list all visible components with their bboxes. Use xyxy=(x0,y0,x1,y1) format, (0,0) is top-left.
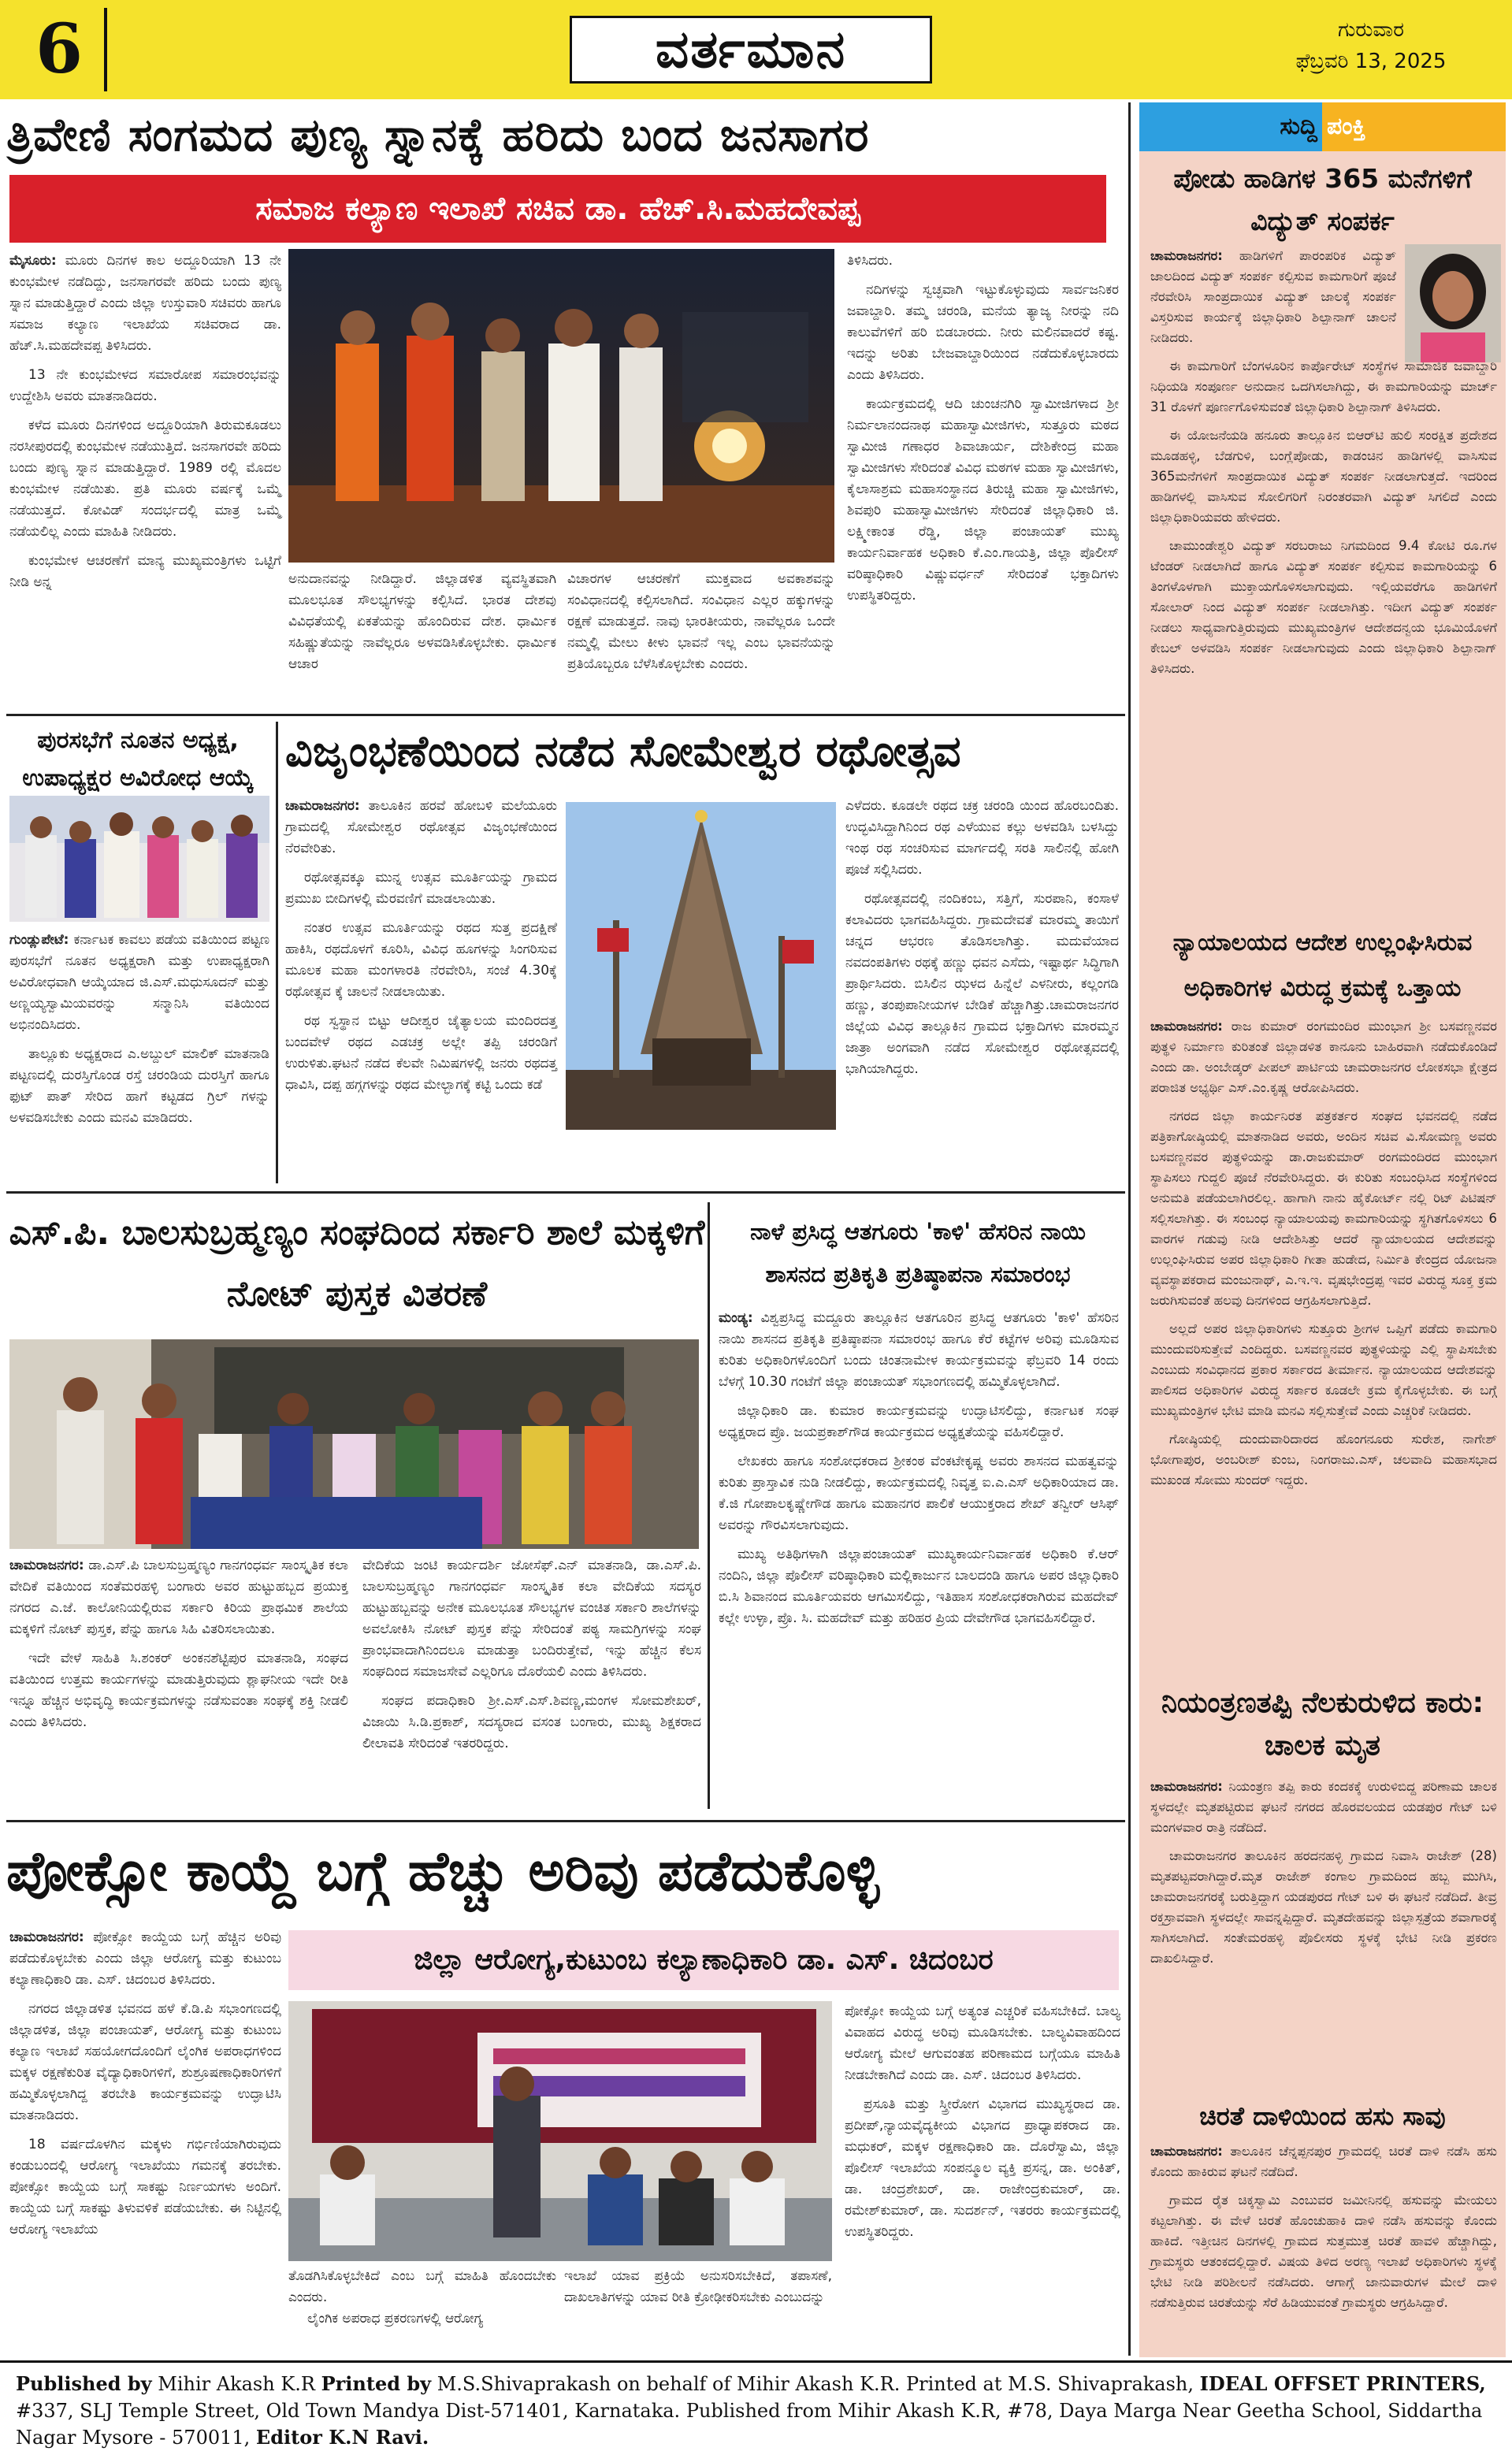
issue-date-text: ಫೆಬ್ರವರಿ 13, 2025 xyxy=(1295,50,1447,73)
story2-dateline: ಗುಂಡ್ಲುಪೇಟೆ: xyxy=(9,932,69,948)
story2-p1: ಕರ್ನಾಟಕ ಕಾವಲು ಪಡೆಯ ವತಿಯಿಂದ ಪಟ್ಟಣ ಪುರಸಭೆಗೆ ನೂತನ ಅಧ್ಯಕ್ಷರಾಗಿ ಮತ್ತು ಉಪಾಧ್ಯಕ್ಷರಾಗಿ ಅವಿರೋಧವಾಗಿ ಆಯ್ಕೆಯಾದ ಜಿ.ಎಸ್.ಮಧುಸೂದನ್ ಮತ್ತು ಅಣ್ಣಯ್ಯಸ್ವಾಮಿಯವರನ್ನು ಸನ್ಮಾನಿಸಿ ವತಿಯಿಂದ ಅಭಿನಂದಿಸಿದರು. xyxy=(9,932,269,1033)
story1-col1-p3: ಕಳೆದ ಮೂರು ದಿನಗಳಿಂದ ಅದ್ದೂರಿಯಾಗಿ ತಿರುಮಕೂಡಲು ನರಸೀಪುರದಲ್ಲಿ ಕುಂಭಮೇಳ ನಡೆಯುತ್ತಿದೆ. ಜನಸಾಗರವೇ ಹರಿದು ಬಂದು ಪುಣ್ಯ ಸ್ನಾನ ಮಾಡುತ್ತಿದ್ದಾರೆ. 1989 ರಲ್ಲಿ ಮೊದಲ ಕುಂಭಮೇಳ ನಡೆಯಿತು. ಪ್ರತಿ ಮೂರು ವರ್ಷಕ್ಕೆ ಒಮ್ಮೆ ನಡೆಯುತ್ತದೆ. ಕೋವಿಡ್ ಸಂದರ್ಭದಲ್ಲಿ ಮಾತ್ರ ಒಮ್ಮೆ ನಡೆಯಲಿಲ್ಲ ಎಂದು ಮಾಹಿತಿ ನೀಡಿದರು. xyxy=(9,418,281,540)
story6-underphoto-p1: ತೊಡಗಿಸಿಕೊಳ್ಳಬೇಕಿದೆ ಎಂಬ ಬಗ್ಗೆ ಮಾಹಿತಿ ಹೊಂದಬೇಕು ಎಂದರು. xyxy=(288,2268,556,2305)
story6-underphoto-left xyxy=(288,2266,556,2345)
sidebar-s2-body xyxy=(1150,1016,1497,1725)
story3-dateline: ಚಾಮರಾಜನಗರ: xyxy=(285,798,360,814)
story1-underphoto-right: ವಿಚಾರಗಳ ಆಚರಣೆಗೆ ಮುಕ್ತವಾದ ಅವಕಾಶವನ್ನು ಸಂವಿಧಾನದಲ್ಲಿ ಕಲ್ಪಿಸಲಾಗಿದೆ. ಸಂವಿಧಾನ ಎಲ್ಲರ ಹಕ್ಕುಗಳನ್ನು ರಕ್ಷಣೆ ಮಾಡುತ್ತದೆ. ನಾವು ಭಾರತೀಯರು, ನಾವೆಲ್ಲರೂ ಒಂದೇ ನಮ್ಮಲ್ಲಿ ಮೇಲು ಕೀಳು ಭಾವನೆ ಇಲ್ಲ ಎಂಬ ಭಾವನೆಯನ್ನು ಪ್ರತಿಯೊಬ್ಬರೂ ಬೆಳೆಸಿಕೊಳ್ಳಬೇಕು ಎಂದರು. xyxy=(567,571,835,672)
story6-subhead: ಜಿಲ್ಲಾ ಆರೋಗ್ಯ,ಕುಟುಂಬ ಕಲ್ಯಾಣಾಧಿಕಾರಿ ಡಾ. ಎಸ್. ಚಿದಂಬರ xyxy=(288,1930,1119,1990)
story6-underphoto-right: ಇಲಾಖೆ ಯಾವ ಪ್ರಕ್ರಿಯೆ ಅನುಸರಿಸಬೇಕಿದೆ, ತಪಾಸಣೆ, ದಾಖಲಾತಿಗಳನ್ನು ಯಾವ ರೀತಿ ಕ್ರೋಢೀಕರಿಸಬೇಕು ಎಂಬುದನ್ನು xyxy=(564,2268,832,2305)
issue-date xyxy=(1261,14,1481,77)
story1-col3-p1: ತಿಳಿಸಿದರು. xyxy=(847,253,893,269)
story1-col3-p3: ಕಾರ್ಯಕ್ರಮದಲ್ಲಿ ಆದಿ ಚುಂಚನಗಿರಿ ಸ್ವಾಮೀಜಿಗಳಾದ ಶ್ರೀ ನಿರ್ಮಲಾನಂದನಾಥ ಮಹಾಸ್ವಾಮೀಜಿಗಳು, ಸುತ್ತೂರು ಮಠದ ಸ್ವಾಮೀಜಿ ಗಣಾಧರ ಶಿವಾಚಾರ್ಯ, ದೇಶಿಕೇಂದ್ರ ಮಹಾ ಸ್ವಾಮೀಜಿಗಳು ಸೇರಿದಂತೆ ವಿವಿಧ ಮಠಗಳ ಮಹಾ ಸ್ವಾಮೀಜಿಗಳು, ಕೈಲಾಸಾಶ್ರಮ ಮಹಾಸಂಸ್ಥಾನದ ತಿರುಚ್ಚಿ ಮಹಾ ಸ್ವಾಮೀಜಿಗಳು, ಶಿವಪುರಿ ಮಹಾಸ್ವಾಮೀಜಿಗಳು ಸೇರಿದಂತೆ ಜಿಲ್ಲಾಧಿಕಾರಿ ಜಿ. ಲಕ್ಷ್ಮೀಕಾಂತ ರೆಡ್ಡಿ, ಜಿಲ್ಲಾ ಪಂಚಾಯತ್ ಮುಖ್ಯ ಕಾರ್ಯನಿರ್ವಾಹಕ ಅಧಿಕಾರಿ ಕೆ.ಎಂ.ಗಾಯತ್ರಿ, ಜಿಲ್ಲಾ ಪೊಲೀಸ್ ವರಿಷ್ಠಾಧಿಕಾರಿ ವಿಷ್ಣುವರ್ಧನ್ ಸೇರಿದಂತೆ ಭಕ್ತಾದಿಗಳು ಉಪಸ್ಥಿತರಿದ್ದರು. xyxy=(847,396,1119,603)
sidebar-s1-p4: ಚಾಮುಂಡೇಶ್ವರಿ ವಿದ್ಯುತ್ ಸರಬರಾಜು ನಿಗಮದಿಂದ 9.4 ಕೋಟಿ ರೂ.ಗಳ ಟೆಂಡರ್ ನೀಡಲಾಗಿದೆ ಹಾಗೂ ವಿದ್ಯುತ್ ಸಂಪರ್ಕ ಕಲ್ಪಿಸುವ ಕಾಮಗಾರಿಯನ್ನು 6 ತಿಂಗಳೊಳಗಾಗಿ ಮುಕ್ತಾಯಗೊಳಿಸಲಾಗುವುದು. ಇಲ್ಲಿಯವರೆಗೂ ಹಾಡಿಗಳಿಗೆ ಸೋಲಾರ್ ನಿಂದ ವಿದ್ಯುತ್ ಸಂಪರ್ಕ ನೀಡಲಾಗಿತ್ತು. ಇದೀಗ ವಿದ್ಯುತ್ ಸಂಪರ್ಕ ನೀಡಲು ಸಾಧ್ಯವಾಗುತ್ತಿರುವುದು ಮುಖ್ಯಮಂತ್ರಿಗಳ ಆದೇಶದನ್ವಯ ಭೂಮಿಯೊಳಗೆ ಕೇಬಲ್ ಅಳವಡಿಸಿ ಸಂಪರ್ಕ ನೀಡಲಾಗುವುದು ಎಂದು ಜಿಲ್ಲಾಧಿಕಾರಿ ಶಿಲ್ಪಾನಾಗ್ ತಿಳಿಸಿದರು. xyxy=(1150,538,1497,676)
sidebar-s1-p3: ಈ ಯೋಜನೆಯಡಿ ಹನೂರು ತಾಲ್ಲೂಕಿನ ಬಿಆರ್‌ಟಿ ಹುಲಿ ಸಂರಕ್ಷಿತ ಪ್ರದೇಶದ ಮೂಡಹಳ್ಳಿ, ಬೆಡಗುಳಿ, ಬಂಗ್ಲೆಪೋಡು, ಕಾಡಂಚಿನ ಹಾಡಿಗಳಲ್ಲಿ ವಾಸಿಸುವ 365ಮನೆಗಳಿಗೆ ಸಾಂಪ್ರದಾಯಿಕ ವಿದ್ಯುತ್ ಸಂಪರ್ಕ ನೀಡಲಾಗುತ್ತದೆ. ಇದರಿಂದ ಹಾಡಿಗಳಲ್ಲಿ ವಾಸಿಸುವ ಸೋಲಿಗರಿಗೆ ನಿರಂತರವಾಗಿ ವಿದ್ಯುತ್ ಸಿಗಲಿದೆ ಎಂದು ಜಿಲ್ಲಾಧಿಕಾರಿಯವರು ಹೇಳಿದರು. xyxy=(1150,428,1497,525)
story1-col1-p4: ಕುಂಭಮೇಳ ಆಚರಣೆಗೆ ಮಾನ್ಯ ಮುಖ್ಯಮಂತ್ರಿಗಳು ಒಟ್ಟಿಗೆ ನೀಡಿ ಅನ್ನ xyxy=(9,553,281,590)
footer-press: IDEAL OFFSET PRINTERS, xyxy=(1199,2372,1486,2395)
divider-story1 xyxy=(6,714,1125,716)
story1-col3-p2: ನದಿಗಳನ್ನು ಸ್ವಚ್ಛವಾಗಿ ಇಟ್ಟುಕೊಳ್ಳುವುದು ಸಾರ್ವಜನಿಕರ ಜವಾಬ್ದಾರಿ. ತಮ್ಮ ಚರಂಡಿ, ಮನೆಯ ತ್ಯಾಜ್ಯ ನೀರನ್ನು ನದಿ ಕಾಲುವೆಗಳಿಗೆ ಹರಿ ಬಿಡಬಾರದು. ನೀರು ಮಲಿನವಾದರೆ ಕಷ್ಟ. ಇದನ್ನು ಅರಿತು ಬೇಜವಾಬ್ದಾರಿಯಿಂದ ನಡೆದುಕೊಳ್ಳಬಾರದು ಎಂದು ತಿಳಿಸಿದರು. xyxy=(847,282,1119,383)
story6-col3-p1: ಪೋಕ್ಸೋ ಕಾಯ್ದೆಯ ಬಗ್ಗೆ ಅತ್ಯಂತ ಎಚ್ಚರಿಕೆ ವಹಿಸಬೇಕಿದೆ. ಬಾಲ್ಯ ವಿವಾಹದ ವಿರುದ್ಧ ಅರಿವು ಮೂಡಿಸಬೇಕು. ಬಾಲ್ಯವಿವಾಹದಿಂದ ಆರೋಗ್ಯ ಮೇಲೆ ಆಗುವಂತಹ ಪರಿಣಾಮದ ಬಗ್ಗೆಯೂ ಮಾಹಿತಿ ನೀಡಬೇಕಾಗಿದೆ ಎಂದು ಡಾ. ಎಸ್. ಚಿದಂಬರ ತಿಳಿಸಿದರು. xyxy=(845,2004,1120,2083)
story2-p2: ತಾಲ್ಲೂಕು ಅಧ್ಯಕ್ಷರಾದ ಎ.ಅಬ್ದುಲ್ ಮಾಲಿಕ್ ಮಾತನಾಡಿ ಪಟ್ಟಣದಲ್ಲಿ ದುರಸ್ತಿಗೊಂಡ ರಸ್ತೆ ಚರಂಡಿಯ ದುರಸ್ತಿಗೆ ಹಾಗೂ ಫುಟ್ ಪಾತ್ ಸೇರಿದ ಹಾಗೆ ಕಟ್ಟಡದ ಗ್ರಿಲ್ ಗಳನ್ನು ಅಳವಡಿಸಬೇಕು ಎಂದು ಮನವಿ ಮಾಡಿದರು. xyxy=(9,1046,269,1126)
newspaper-title: ವರ್ತಮಾನ xyxy=(570,16,932,84)
story3-col1-p3: ನಂತರ ಉತ್ಸವ ಮೂರ್ತಿಯನ್ನು ರಥದ ಸುತ್ತ ಪ್ರದಕ್ಷಿಣೆ ಹಾಕಿಸಿ, ರಥದೊಳಗೆ ಕೂರಿಸಿ, ವಿವಿಧ ಹೂಗಳನ್ನು ಸಿಂಗರಿಸುವ ಮೂಲಕ ಮಹಾ ಮಂಗಳಾರತಿ ನೆರವೇರಿಸಿ, ಸಂಜೆ 4.30ಕ್ಕೆ ರಥೋತ್ಸವ ಕ್ಕೆ ಚಾಲನೆ ನೀಡಲಾಯಿತು. xyxy=(285,920,557,1000)
story3-headline: ವಿಜೃಂಭಣೆಯಿಂದ ನಡೆದ ಸೋಮೇಶ್ವರ ರಥೋತ್ಸವ xyxy=(285,726,961,776)
story5-headline: ನಾಳೆ ಪ್ರಸಿದ್ಧ ಆತಗೂರು 'ಕಾಳಿ' ಹೆಸರಿನ ನಾಯಿ ಶಾಸನದ ಪ್ರತಿಕೃತಿ ಪ್ರತಿಷ್ಠಾಪನಾ ಸಮಾರಂಭ xyxy=(750,1218,1086,1287)
footer-publisher: Mihir Akash K.R xyxy=(158,2373,315,2395)
footer-printer-text: M.S.Shivaprakash on behalf of Mihir Akash K.R. Printed at M.S. Shivaprakash, xyxy=(437,2373,1194,2395)
story6-col1-p1: ಪೋಕ್ಸೋ ಕಾಯ್ದೆಯ ಬಗ್ಗೆ ಹೆಚ್ಚಿನ ಅರಿವು ಪಡೆದುಕೊಳ್ಳಬೇಕು ಎಂದು ಜಿಲ್ಲಾ ಆರೋಗ್ಯ ಮತ್ತು ಕುಟುಂಬ ಕಲ್ಯಾಣಾಧಿಕಾರಿ ಡಾ. ಎಸ್. ಚಿದಂಬರ ತಿಳಿಸಿದರು. xyxy=(9,1929,282,1988)
story1-photo-ritual xyxy=(288,249,834,563)
sidebar-s3-p2: ಚಾಮರಾಜನಗರ ತಾಲೂಕಿನ ಹರದನಹಳ್ಳಿ ಗ್ರಾಮದ ನಿವಾಸಿ ರಾಜೇಶ್ (28) ಮೃತಪಟ್ಟವರಾಗಿದ್ದಾರೆ.ಮೃತ ರಾಜೇಶ್ ಕಂಗಾಲ ಗ್ರಾಮದಿಂದ ಹಬ್ಬ ಮುಗಿಸಿ, ಚಾಮರಾಜನಗರಕ್ಕೆ ಬರುತ್ತಿದ್ದಾಗ ಯಡಪುರದ ಗೇಟ್ ಬಳಿ ಈ ಘಟನೆ ನಡೆದಿದೆ. ತೀವ್ರ ರಕ್ತಸ್ರಾವವಾಗಿ ಸ್ಥಳದಲ್ಲೇ ಸಾವನ್ನಪ್ಪಿದ್ದಾರೆ. ಮೃತದೇಹವನ್ನು ಜಿಲ್ಲಾಸ್ಪತ್ರೆಯ ಶವಾಗಾರಕ್ಕೆ ಸಾಗಿಸಲಾಗಿದೆ. ಸಂತೇಮರಹಳ್ಳಿ ಪೊಲೀಸರು ಸ್ಥಳಕ್ಕೆ ಭೇಟಿ ನೀಡಿ ಪ್ರಕರಣ ದಾಖಲಿಸಿದ್ದಾರೆ. xyxy=(1150,1848,1497,1966)
story1-dateline: ಮೈಸೂರು: xyxy=(9,253,57,269)
sidebar-s1-p1: ಹಾಡಿಗಳಿಗೆ ಪಾರಂಪರಿಕ ವಿದ್ಯುತ್ ಜಾಲದಿಂದ ವಿದ್ಯುತ್ ಸಂಪರ್ಕ ಕಲ್ಪಿಸುವ ಕಾಮಗಾರಿಗೆ ಪೂಜೆ ನೆರವೇರಿಸಿ ಸಾಂಪ್ರದಾಯಿಕ ವಿದ್ಯುತ್ ಜಾಲಕ್ಕೆ ಸಂಪರ್ಕ ವಿಸ್ತರಿಸುವ ಕಾರ್ಯಕ್ಕೆ ಜಿಲ್ಲಾಧಿಕಾರಿ ಶಿಲ್ಪಾನಾಗ್ ಚಾಲನೆ ನೀಡಿದರು. xyxy=(1150,248,1397,345)
sidebar-s3-dateline: ಚಾಮರಾಜನಗರ: xyxy=(1150,1779,1223,1794)
sidebar-s1-p2: ಈ ಕಾಮಗಾರಿಗೆ ಬೆಂಗಳೂರಿನ ಕಾರ್ಪೊರೇಟ್ ಸಂಸ್ಥೆಗಳ ಸಾಮಾಜಿಕ ಜವಾಬ್ದಾರಿ ನಿಧಿಯಡಿ ಸಂಪೂರ್ಣ ಅನುದಾನ ಒದಗಿಸಲಾಗಿದ್ದು, ಈ ಕಾಮಗಾರಿಯನ್ನು ಮಾರ್ಚ್ 31 ರೊಳಗೆ ಪೂರ್ಣಗೊಳಿಸುವಂತೆ ಜಿಲ್ಲಾಧಿಕಾರಿ ಶಿಲ್ಪಾನಾಗ್ ತಿಳಿಸಿದರು. xyxy=(1150,358,1497,414)
sidebar-s3-p1: ನಿಯಂತ್ರಣ ತಪ್ಪಿ ಕಾರು ಕಂದಕಕ್ಕೆ ಉರುಳಿಬಿದ್ದ ಪರಿಣಾಮ ಚಾಲಕ ಸ್ಥಳದಲ್ಲೇ ಮೃತಪಟ್ಟಿರುವ ಘಟನೆ ನಗರದ ಹೊರವಲಯದ ಯಡಪುರ ಗೇಟ್ ಬಳಿ ಮಂಗಳವಾರ ರಾತ್ರಿ ನಡೆದಿದೆ. xyxy=(1150,1779,1497,1835)
page-number: 6 xyxy=(35,9,83,89)
sidebar-s4-headline: ಚಿರತೆ ದಾಳಿಯಿಂದ ಹಸು ಸಾವು xyxy=(1199,2101,1446,2131)
issue-day: ಗುರುವಾರ xyxy=(1338,18,1404,42)
story6-dateline: ಚಾಮರಾಜನಗರ: xyxy=(9,1929,84,1945)
story2-photo-group xyxy=(9,796,269,922)
story4-photo-schoolkids xyxy=(9,1339,699,1549)
story3-col3 xyxy=(845,796,1119,1182)
story1-subhead: ಸಮಾಜ ಕಲ್ಯಾಣ ಇಲಾಖೆ ಸಚಿವ ಡಾ. ಹೆಚ್.ಸಿ.ಮಹದೇವಪ್ಪ xyxy=(9,175,1106,243)
divider-story4-story5 xyxy=(708,1202,710,1809)
story1-headline: ತ್ರಿವೇಣಿ ಸಂಗಮದ ಪುಣ್ಯ ಸ್ನಾನಕ್ಕೆ ಹರಿದು ಬಂದ ಜನಸಾಗರ xyxy=(6,108,870,162)
story3-col1 xyxy=(285,796,557,1182)
story6-col1 xyxy=(9,1927,281,2345)
story1-col1-p2: 13 ನೇ ಕುಂಭಮೇಳದ ಸಮಾರೋಪ ಸಮಾರಂಭವನ್ನು ಉದ್ದೇಶಿಸಿ ಅವರು ಮಾತನಾಡಿದರು. xyxy=(9,367,281,404)
story4-col1 xyxy=(9,1555,348,1807)
story5-p1: ವಿಶ್ವಪ್ರಸಿದ್ಧ ಮದ್ದೂರು ತಾಲ್ಲೂಕಿನ ಆತಗೂರಿನ ಪ್ರಸಿದ್ಧ ಆತಗೂರು 'ಕಾಳಿ' ಹೆಸರಿನ ನಾಯಿ ಶಾಸನದ ಪ್ರತಿಕೃತಿ ಪ್ರತಿಷ್ಠಾಪನಾ ಸಮಾರಂಭ ಹಾಗೂ ಕೆರೆ ಕಟ್ಟೆಗಳ ಅರಿವು ಮೂಡಿಸುವ ಕುರಿತು ಅಧಿಕಾರಿಗಳೊಂದಿಗೆ ಬಂದು ಚಿಂತನಾಮೇಳ ಕಾರ್ಯಕ್ರಮವನ್ನು ಫೆಬ್ರವರಿ 14 ರಂದು ಬೆಳಗ್ಗೆ 10.30 ಗಂಟೆಗೆ ಜಿಲ್ಲಾ ಪಂಚಾಯತ್ ಸಭಾಂಗಣದಲ್ಲಿ ಹಮ್ಮಿಕೊಳ್ಳಲಾಗಿದೆ. xyxy=(719,1310,1120,1390)
story6-col1-p3: 18 ವರ್ಷದೊಳಗಿನ ಮಕ್ಕಳು ಗರ್ಭಿಣಿಯಾಗಿರುವುದು ಕಂಡುಬಂದಲ್ಲಿ ಆರೋಗ್ಯ ಇಲಾಖೆಯು ಗಮನಕ್ಕೆ ತರಬೇಕು. ಪೋಕ್ಸೋ ಕಾಯ್ದೆಯ ಬಗ್ಗೆ ಸಾಕಷ್ಟು ನಿರ್ಣಯಗಳು ಅಂದಿಗೆ. ಕಾಯ್ದೆಯ ಬಗ್ಗೆ ಸಾಕಷ್ಟು ತಿಳುವಳಿಕೆ ಪಡೆಯಬೇಕು. ಈ ನಿಟ್ಟಿನಲ್ಲಿ ಆರೋಗ್ಯ ಇಲಾಖೆಯ xyxy=(9,2137,281,2237)
story4-dateline: ಚಾಮರಾಜನಗರ: xyxy=(9,1558,84,1573)
footer-printed-label: Printed by xyxy=(321,2372,432,2395)
sidebar-s2-headline: ನ್ಯಾಯಾಲಯದ ಆದೇಶ ಉಲ್ಲಂಘಿಸಿರುವ ಅಧಿಕಾರಿಗಳ ವಿರುದ್ಧ ಕ್ರಮಕ್ಕೆ ಒತ್ತಾಯ xyxy=(1172,929,1473,1002)
divider-story3 xyxy=(6,1191,1125,1194)
story3-col1-p4: ರಥ ಸ್ವಸ್ಥಾನ ಬಿಟ್ಟು ಆದೀಶ್ವರ ಚೈತ್ಯಾಲಯ ಮಂದಿರದತ್ತ ಬಂದವೇಳೆ ರಥದ ಎಡಚಕ್ರ ಅಲ್ಲೇ ತಪ್ಪಿ ಚರಂಡಿಗೆ ಉರುಳಿತು.ಘಟನೆ ನಡೆದ ಕೆಲವೇ ನಿಮಿಷಗಳಲ್ಲಿ ಜನರು ರಥದತ್ತ ಧಾವಿಸಿ, ದಪ್ಪ ಹಗ್ಗಗಳನ್ನು ರಥದ ಮೇಲ್ಭಾಗಕ್ಕೆ ಕಟ್ಟಿ ಒಂದು ಕಡೆ xyxy=(285,1013,557,1093)
sidebar-s1-dateline: ಚಾಮರಾಜನಗರ: xyxy=(1150,248,1223,263)
sidebar-s3-body xyxy=(1150,1777,1497,2088)
story5-p4: ಮುಖ್ಯ ಅತಿಥಿಗಳಾಗಿ ಜಿಲ್ಲಾಪಂಚಾಯತ್ ಮುಖ್ಯಕಾರ್ಯನಿರ್ವಾಹಕ ಅಧಿಕಾರಿ ಕೆ.ಆರ್ ನಂದಿನಿ, ಜಿಲ್ಲಾ ಪೊಲೀಸ್ ವರಿಷ್ಠಾಧಿಕಾರಿ ಮಲ್ಲಿಕಾರ್ಜುನ ಬಾಲದಂಡಿ ಹಾಗೂ ಅಪರ ಜಿಲ್ಲಾಧಿಕಾರಿ ಬಿ.ಸಿ ಶಿವಾನಂದ ಮೂರ್ತಿಯವರು ಆಗಮಿಸಲಿದ್ದು, ಇತಿಹಾಸ ಸಂಶೋಧಕರಾಗಿರುವ ಮಹದೇವ್ ಕಲ್ಲೇ ಉಳ್ಳಾ, ಪ್ರೊ. ಸಿ. ಮಹದೇವ್ ಮತ್ತು ಹರಿಹರ ಪ್ರಿಯ ದೇವೇಗೌಡ ಭಾಗವಹಿಸಲಿದ್ದಾರೆ. xyxy=(719,1547,1119,1626)
story2-body xyxy=(9,930,269,1182)
divider-story5 xyxy=(6,1820,1125,1822)
story4-col1-p1: ಡಾ.ಎಸ್.ಪಿ ಬಾಲಸುಬ್ರಹ್ಮಣ್ಯಂ ಗಾನಗಂಧರ್ವ ಸಾಂಸ್ಕೃತಿಕ ಕಲಾ ವೇದಿಕೆ ವತಿಯಿಂದ ಸಂತೆಮರಹಳ್ಳಿ ಬಂಗಾರು ಅವರ ಹುಟ್ಟುಹಬ್ಬದ ಪ್ರಯುಕ್ತ ನಗರದ ಎ.ಜೆ. ಕಾಲೋನಿಯಲ್ಲಿರುವ ಸರ್ಕಾರಿ ಕಿರಿಯ ಪ್ರಾಥಮಿಕ ಶಾಲೆಯ ಮಕ್ಕಳಿಗೆ ನೋಟ್ ಪುಸ್ತಕ, ಪೆನ್ನು ಹಾಗೂ ಸಿಹಿ ವಿತರಿಸಲಾಯಿತು. xyxy=(9,1558,348,1637)
sidebar-s2-p2: ನಗರದ ಜಿಲ್ಲಾ ಕಾರ್ಯನಿರತ ಪತ್ರಕರ್ತರ ಸಂಘದ ಭವನದಲ್ಲಿ ನಡೆದ ಪತ್ರಿಕಾಗೋಷ್ಠಿಯಲ್ಲಿ ಮಾತನಾಡಿದ ಅವರು, ಅಂದಿನ ಸಚಿವ ವಿ.ಸೋಮಣ್ಣ ಅವರು ಬಸವಣ್ಣನವರ ಪುತ್ಥಳಿಯನ್ನು ಡಾ.ರಾಜಕುಮಾರ್ ರಂಗಮಂದಿರದ ಮುಂಭಾಗ ಸ್ಥಾಪಿಸಲು ಗುದ್ದಲಿ ಪೂಜೆ ನೆರವೇರಿಸಿದ್ದರು. ಈ ಕುರಿತು ಸಂಬಂಧಿಸಿದ ಸಂಸ್ಥೆಗಳಿಂದ ಅನುಮತಿ ಪಡೆಯಲಾಗಿರಲಿಲ್ಲ. ಹಾಗಾಗಿ ನಾನು ಹೈಕೋರ್ಟ್ ನಲ್ಲಿ ರಿಟ್ ಪಿಟಿಷನ್ ಸಲ್ಲಿಸಲಾಗಿತ್ತು. ಈ ಸಂಬಂಧ ನ್ಯಾಯಾಲಯವು ಕಾಮಗಾರಿಯನ್ನು ಸ್ಥಗಿತಗೊಳಿಸಲು 6 ವಾರಗಳ ಗಡುವು ನೀಡಿ ಆದೇಶಿಸಿತ್ತು ಆದರೆ ನ್ಯಾಯಾಲಯದ ಆದೇಶವನ್ನು ಉಲ್ಲಂಘಿಸಿರುವ ಅಪರ ಜಿಲ್ಲಾಧಿಕಾರಿ ಗೀತಾ ಹುಡೇದ, ನಿರ್ಮಿತಿ ಕೇಂದ್ರದ ಯೋಜನಾ ವ್ಯವಸ್ಥಾಪಕರಾದ ಮಂಜುನಾಥ್, ಎ.ಇ.ಇ. ವೃಷಭೇಂದ್ರಪ್ಪ ಇವರ ವಿರುದ್ಧ ಸೂಕ್ತ ಕ್ರಮ ಜರುಗಿಸುವಂತೆ ಹಲವು ದಿನಗಳಿಂದ ಆಗ್ರಹಿಸಲಾಗುತ್ತಿದೆ. xyxy=(1150,1109,1497,1308)
sidebar-s3-headline: ನಿಯಂತ್ರಣತಪ್ಪಿ ನೆಲಕುರುಳಿದ ಕಾರು: ಚಾಲಕ ಮೃತ xyxy=(1161,1687,1484,1762)
story1-col1 xyxy=(9,251,281,692)
imprint-footer xyxy=(0,2360,1512,2449)
story4-col1-p2: ಇದೇ ವೇಳೆ ಸಾಹಿತಿ ಸಿ.ಶಂಕರ್ ಅಂಕನಶೆಟ್ಟಿಪುರ ಮಾತನಾಡಿ, ಸಂಘದ ವತಿಯಿಂದ ಉತ್ತಮ ಕಾರ್ಯಗಳನ್ನು ಮಾಡುತ್ತಿರುವುದು ಶ್ಲಾಘನೀಯ ಇದೇ ರೀತಿ ಇನ್ನೂ ಹೆಚ್ಚಿನ ಅಭಿವೃದ್ಧಿ ಕಾರ್ಯಕ್ರಮಗಳನ್ನು ನಡೆಸುವಂತಾ ಸಂಘಕ್ಕೆ ಶಕ್ತಿ ನೀಡಲಿ ಎಂದು ತಿಳಿಸಿದರು. xyxy=(9,1651,348,1730)
sidebar-s2-p1: ರಾಜ ಕುಮಾರ್ ರಂಗಮಂದಿರ ಮುಂಭಾಗ ಶ್ರೀ ಬಸವಣ್ಣನವರ ಪುತ್ಥಳಿ ನಿರ್ಮಾಣ ಕುರಿತಂತೆ ಜಿಲ್ಲಾಡಳಿತ ಕಾನೂನು ಬಾಹಿರವಾಗಿ ನಡೆದುಕೊಂಡಿದೆ ಎಂದು ಡಾ. ಅಂಬೇಡ್ಕರ್ ಪೀಪಲ್ ಪಾರ್ಟಿಯ ಚಾಮರಾಜನಗರ ಲೋಕಸಭಾ ಕ್ಷೇತ್ರದ ಪರಾಜಿತ ಅಭ್ಯರ್ಥಿ ಎಸ್.ಎಂ.ಕೃಷ್ಣ ಆರೋಪಿಸಿದರು. xyxy=(1150,1019,1497,1095)
story5-p3: ಲೇಖಕರು ಹಾಗೂ ಸಂಶೋಧಕರಾದ ಶ್ರೀಕಂಠ ವೆಂಕಟೇಕೃಷ್ಣ ಅವರು ಶಾಸನದ ಮಹತ್ವವನ್ನು ಕುರಿತು ಪ್ರಾಸ್ತಾವಿಕ ನುಡಿ ನೀಡಲಿದ್ದು, ಕಾರ್ಯಕ್ರಮದಲ್ಲಿ ನಿವೃತ್ತ ಐ.ಎ.ಎಸ್ ಅಧಿಕಾರಿಯಾದ ಡಾ. ಕೆ.ಜಿ ಗೋಪಾಲಕೃಷ್ಣೇಗೌಡ ಹಾಗೂ ಮಹಾನಗರ ಪಾಲಿಕೆ ಆಯುಕ್ತರಾದ ಶೇಖ್ ತನ್ವೀರ್ ಆಸಿಫ್ ಅವರನ್ನು ಗೌರವಿಸಲಾಗುವುದು. xyxy=(719,1454,1119,1533)
story4-col2 xyxy=(362,1555,701,1807)
story3-col1-p1: ತಾಲೂಕಿನ ಹರವೆ ಹೋಬಳಿ ಮಲೆಯೂರು ಗ್ರಾಮದಲ್ಲಿ ಸೋಮೇಶ್ವರ ರಥೋತ್ಸವ ವಿಜೃಂಭಣೆಯಿಂದ ನೆರವೇರಿತು. xyxy=(285,798,558,856)
story2-headline: ಪುರಸಭೆಗೆ ನೂತನ ಅಧ್ಯಕ್ಷ, ಉಪಾಧ್ಯಕ್ಷರ ಅವಿರೋಧ ಆಯ್ಕೆ xyxy=(22,726,254,792)
divider-main-sidebar xyxy=(1128,102,1131,2356)
sidebar-news-column xyxy=(1139,102,1506,2357)
sidebar-s2-p4: ಗೋಷ್ಠಿಯಲ್ಲಿ ದುಂದುವಾರಿದಾರದ ಹೊಂಗನೂರು ಸುರೇಶ, ನಾಗೇಶ್ ಭೋಗಾಪುರ, ಅಂಬರೀಶ್ ಕುಂಬ, ನಿಂಗರಾಜು.ಎಸ್, ಚಲವಾದಿ ಮಹಾಸಭಾದ ಮುಖಂಡ ಸೋಮು ಸುಂದರ್ ಇದ್ದರು. xyxy=(1150,1432,1497,1487)
story3-photo-chariot xyxy=(566,802,836,1130)
story6-headline: ಪೋಕ್ಸೋ ಕಾಯ್ದೆ ಬಗ್ಗೆ ಹೆಚ್ಚು ಅರಿವು ಪಡೆದುಕೊಳ್ಳಿ xyxy=(6,1839,880,1903)
footer-address: #337, SLJ Temple Street, Old Town Mandya Dist-571401, Karnataka. Published from Mihir Akash K.R, #78, Daya Marga Near Geetha School, Siddartha Nagar Mysore - 570011, xyxy=(16,2400,1483,2449)
story5-dateline: ಮಂಡ್ಯ: xyxy=(719,1310,753,1326)
story5-p2: ಜಿಲ್ಲಾಧಿಕಾರಿ ಡಾ. ಕುಮಾರ ಕಾರ್ಯಕ್ರಮವನ್ನು ಉದ್ಘಾಟಿಸಲಿದ್ದು, ಕರ್ನಾಟಕ ಸಂಘ ಅಧ್ಯಕ್ಷರಾದ ಪ್ರೊ. ಜಯಪ್ರಕಾಶ್‌ಗೌಡ ಕಾರ್ಯಕ್ರಮದ ಅಧ್ಯಕ್ಷತೆಯನ್ನು ವಹಿಸಲಿದ್ದಾರೆ. xyxy=(719,1403,1119,1440)
sidebar-title-left: ಸುದ್ದಿ xyxy=(1139,102,1322,151)
story6-photo-training xyxy=(288,2001,832,2261)
story6-col3-p2: ಪ್ರಸೂತಿ ಮತ್ತು ಸ್ತ್ರೀರೋಗ ವಿಭಾಗದ ಮುಖ್ಯಸ್ಥರಾದ ಡಾ. ಪ್ರದೀಪ್,ನ್ಯಾಯವೈದ್ಯಕೀಯ ವಿಭಾಗದ ಪ್ರಾಧ್ಯಾಪಕರಾದ ಡಾ. ಮಧುಕರ್, ಮಕ್ಕಳ ರಕ್ಷಣಾಧಿಕಾರಿ ಡಾ. ದೊರೆಸ್ವಾಮಿ, ಜಿಲ್ಲಾ ಪೊಲೀಸ್ ಇಲಾಖೆಯ ಸಂಪನ್ಮೂಲ ವ್ಯಕ್ತಿ ಪ್ರಸನ್ನ, ಡಾ. ಅಂಕಿತ್, ಡಾ. ಚಂದ್ರಶೇಖರ್, ಡಾ. ರಾಜೇಂದ್ರಕುಮಾರ್, ಡಾ. ರಮೇಶ್‌ಕುಮಾರ್, ಡಾ. ಸುದರ್ಶನ್, ಇತರರು ಕಾರ್ಯಕ್ರಮದಲ್ಲಿ ಉಪಸ್ಥಿತರಿದ್ದರು. xyxy=(845,2096,1120,2240)
story4-col2-p1: ವೇದಿಕೆಯ ಜಂಟಿ ಕಾರ್ಯದರ್ಶಿ ಜೋಸೆಫ್.ಎನ್ ಮಾತನಾಡಿ, ಡಾ.ಎಸ್.ಪಿ. ಬಾಲಸುಬ್ರಹ್ಮಣ್ಯಂ ಗಾನಗಂಧರ್ವ ಸಾಂಸ್ಕೃತಿಕ ಕಲಾ ವೇದಿಕೆಯ ಸದಸ್ಯರ ಹುಟ್ಟುಹಬ್ಬವನ್ನು ಅನೇಕ ಮೂಲಭೂತ ಸೌಲಭ್ಯಗಳ ವಂಚಿತ ಸರ್ಕಾರಿ ಶಾಲೆಗಳನ್ನು ಅವಲೋಕಿಸಿ ನೋಟ್ ಪುಸ್ತಕ ಪೆನ್ನು ಸೇರಿದಂತೆ ಪಠ್ಯ ಸಾಮಗ್ರಿಗಳನ್ನು ಸಂಘ ಪ್ರಾಂಭವಾದಾಗಿನಿಂದಲೂ ಮಾಡುತ್ತಾ ಬಂದಿರುತ್ತೇವೆ, ಇನ್ನು ಹೆಚ್ಚಿನ ಕೆಲಸ ಸಂಘದಿಂದ ಸಮಾಜಸೇವೆ ಎಲ್ಲರಿಗೂ ದೊರೆಯಲಿ ಎಂದು ತಿಳಿಸಿದರು. xyxy=(362,1558,701,1680)
footer-published-label: Published by xyxy=(16,2372,152,2395)
sidebar-s4-dateline: ಚಾಮರಾಜನಗರ: xyxy=(1150,2144,1223,2159)
story4-headline: ಎಸ್.ಪಿ. ಬಾಲಸುಬ್ರಹ್ಮಣ್ಯಂ ಸಂಘದಿಂದ ಸರ್ಕಾರಿ ಶಾಲೆ ಮಕ್ಕಳಿಗೆ ನೋಟ್ ಪುಸ್ತಕ ವಿತರಣೆ xyxy=(9,1213,705,1314)
story3-col3-p2: ರಥೋತ್ಸವದಲ್ಲಿ ನಂದಿಕಂಬ, ಸತ್ತಿಗೆ, ಸುರಪಾನಿ, ಕಂಸಾಳೆ ಕಲಾವಿದರು ಭಾಗವಹಿಸಿದ್ದರು. ಗ್ರಾಮದೇವತೆ ಮಾರಮ್ಮ ತಾಯಿಗೆ ಚನ್ನದ ಆಭರಣ ತೊಡಿಸಲಾಗಿತ್ತು. ಮದುವೆಯಾದ ನವದಂಪತಿಗಳು ರಥಕ್ಕೆ ಹಣ್ಣು ಧವನ ಎಸೆದು, ಇಷ್ಟಾರ್ಥ ಸಿದ್ಧಿಗಾಗಿ ಪ್ರಾರ್ಥಿಸಿದರು. ಬಿಸಿಲಿನ ಝಳದ ಹಿನ್ನೆಲೆ ಎಳನೀರು, ಕಲ್ಲಂಗಡಿ ಹಣ್ಣು, ತಂಪುಪಾನೀಯಗಳ ಬೇಡಿಕೆ ಹೆಚ್ಚಾಗಿತ್ತು.ಚಾಮರಾಜನಗರ ಜಿಲ್ಲೆಯ ವಿವಿಧ ತಾಲ್ಲೂಕಿನ ಗ್ರಾಮದ ಭಕ್ತಾದಿಗಳು ಮಾರಮ್ಮನ ಜಾತ್ರಾ ಅಂಗವಾಗಿ ನಡೆದ ಸೋಮೇಶ್ವರ ರಥೋತ್ಸವದಲ್ಲಿ ಭಾಗಿಯಾಗಿದ್ದರು. xyxy=(845,891,1119,1077)
story3-col1-p2: ರಥೋತ್ಸವಕ್ಕೂ ಮುನ್ನ ಉತ್ಸವ ಮೂರ್ತಿಯನ್ನು ಗ್ರಾಮದ ಪ್ರಮುಖ ಬೀದಿಗಳಲ್ಲಿ ಮೆರವಣಿಗೆ ಮಾಡಲಾಯಿತು. xyxy=(285,870,557,907)
story1-col1-p1: ಮೂರು ದಿನಗಳ ಕಾಲ ಅದ್ದೂರಿಯಾಗಿ 13 ನೇ ಕುಂಭಮೇಳ ನಡೆದಿದ್ದು, ಜನಸಾಗರವೇ ಹರಿದು ಬಂದು ಪುಣ್ಯ ಸ್ನಾನ ಮಾಡುತ್ತಿದ್ದಾರೆ ಎಂದು ಜಿಲ್ಲಾ ಉಸ್ತುವಾರಿ ಸಚಿವರು ಹಾಗೂ ಸಮಾಜ ಕಲ್ಯಾಣ ಇಲಾಖೆಯ ಸಚಿವರಾದ ಡಾ. ಹೆಚ್.ಸಿ.ಮಹದೇವಪ್ಪ ತಿಳಿಸಿದರು. xyxy=(9,253,281,354)
story1-underphoto-left: ಅನುದಾನವನ್ನು ನೀಡಿದ್ದಾರೆ. ಜಿಲ್ಲಾಡಳಿತ ವ್ಯವಸ್ಥಿತವಾಗಿ ಮೂಲಭೂತ ಸೌಲಭ್ಯಗಳನ್ನು ಕಲ್ಪಿಸಿದೆ. ಭಾರತ ದೇಶವು ವಿವಿಧತೆಯಲ್ಲಿ ಏಕತೆಯನ್ನು ಹೊಂದಿರುವ ದೇಶ. ಧಾರ್ಮಿಕ ಸಹಿಷ್ಣುತೆಯನ್ನು ನಾವೆಲ್ಲರೂ ಅಳವಡಿಸಿಕೊಳ್ಳಬೇಕು. ಧಾರ್ಮಿಕ ಆಚಾರ xyxy=(288,571,556,672)
sidebar-s2-dateline: ಚಾಮರಾಜನಗರ: xyxy=(1150,1019,1223,1034)
masthead xyxy=(0,0,1512,99)
story3-col3-p1: ಎಳೆದರು. ಕೂಡಲೇ ರಥದ ಚಕ್ರ ಚರಂಡಿ ಯಿಂದ ಹೊರಬಂದಿತು. ಉದ್ಭವಿಸಿದ್ದಾಗಿನಿಂದ ರಥ ಎಳೆಯುವ ಕಲ್ಲು ಅಳವಡಿಸಿ ಬಳಸಿದ್ದು ಇಂಥ ರಥ ಸಂಚರಿಸುವ ಮಾರ್ಗದಲ್ಲಿ ಸರತಿ ಸಾಲಿನಲ್ಲಿ ಹೋಗಿ ಪೂಜೆ ಸಲ್ಲಿಸಿದರು. xyxy=(845,798,1119,878)
sidebar-s4-body xyxy=(1150,2141,1497,2353)
story5-body xyxy=(719,1308,1119,1809)
footer-editor: Editor K.N Ravi. xyxy=(255,2426,429,2449)
masthead-divider xyxy=(104,8,107,91)
divider-story2-story3 xyxy=(276,722,278,1183)
sidebar-s2-p3: ಅಲ್ಲದೆ ಅಪರ ಜಿಲ್ಲಾಧಿಕಾರಿಗಳು ಸುತ್ತೂರು ಶ್ರೀಗಳ ಒಪ್ಪಿಗೆ ಪಡೆದು ಕಾಮಗಾರಿ ಮುಂದುವರಿಸುತ್ತೇವೆ ಎಂದಿದ್ದರು. ಬಸವಣ್ಣನವರ ಪುತ್ಥಳಿಯನ್ನು ಎಲ್ಲಿ ಸ್ಥಾಪಿಸಬೇಕು ಎಂಬುದು ಸಂವಿಧಾನದ ಪ್ರಕಾರ ಸರ್ಕಾರದ ತೀರ್ಮಾನ. ನ್ಯಾಯಾಲಯದ ಆದೇಶವನ್ನು ಪಾಲಿಸದ ಅಧಿಕಾರಿಗಳ ವಿರುದ್ಧ ಸರ್ಕಾರ ಕೂಡಲೇ ಕ್ರಮ ಕೈಗೊಳ್ಳಬೇಕು. ಈ ಬಗ್ಗೆ ಮುಖ್ಯಮಂತ್ರಿಗಳ ಭೇಟಿ ಮಾಡಿ ಮನವಿ ಸಲ್ಲಿಸುತ್ತೇವೆ ಎಂದು ಎಚ್ಚರಿಕೆ ನೀಡಿದರು. xyxy=(1150,1321,1497,1418)
story4-col2-p2: ಸಂಘದ ಪದಾಧಿಕಾರಿ ಶ್ರೀ.ಎಸ್.ಎಸ್.ಶಿವಣ್ಣ,ಮಂಗಳ ಸೋಮಶೇಖರ್, ವಿಜಾಯಿ ಸಿ.ಡಿ.ಪ್ರಕಾಶ್, ಸದಸ್ಯರಾದ ವಸಂತ ಬಂಗಾರು, ಮುಖ್ಯ ಶಿಕ್ಷಕರಾದ ಲೀಲಾವತಿ ಸೇರಿದಂತೆ ಇತರರಿದ್ದರು. xyxy=(362,1693,701,1751)
story6-col3 xyxy=(845,2001,1120,2348)
story6-underphoto-p2: ಲೈಂಗಿಕ ಅಪರಾಧ ಪ್ರಕರಣಗಳಲ್ಲಿ ಆರೋಗ್ಯ xyxy=(307,2311,484,2327)
sidebar-s1-headline: ಪೋಡು ಹಾಡಿಗಳ 365 ಮನೆಗಳಿಗೆ ವಿದ್ಯುತ್ ಸಂಪರ್ಕ xyxy=(1173,163,1472,236)
story1-col3 xyxy=(847,251,1119,692)
sidebar-s4-p2: ಗ್ರಾಮದ ರೈತ ಚಿಕ್ಕಸ್ವಾಮಿ ಎಂಬುವರ ಜಮೀನಿನಲ್ಲಿ ಹಸುವನ್ನು ಮೇಯಲು ಕಟ್ಟಲಾಗಿತ್ತು. ಈ ವೇಳೆ ಚಿರತೆ ಹೊಂಚುಹಾಕಿ ದಾಳಿ ನಡೆಸಿ ಹಸುವನ್ನು ಕೊಂದು ಹಾಕಿದೆ. ಇತ್ತೀಚಿನ ದಿನಗಳಲ್ಲಿ ಗ್ರಾಮದ ಸುತ್ತಮುತ್ತ ಚಿರತೆ ಹಾವಳಿ ಹೆಚ್ಚಾಗಿದ್ದು, ಗ್ರಾಮಸ್ಥರು ಆತಂಕದಲ್ಲಿದ್ದಾರೆ. ವಿಷಯ ತಿಳಿದ ಅರಣ್ಯ ಇಲಾಖೆ ಅಧಿಕಾರಿಗಳು ಸ್ಥಳಕ್ಕೆ ಭೇಟಿ ನೀಡಿ ಪರಿಶೀಲನೆ ನಡೆಸಿದರು. ಆಗಾಗ್ಗೆ ಜಾನುವಾರುಗಳ ಮೇಲೆ ದಾಳಿ ನಡೆಸುತ್ತಿರುವ ಚಿರತೆಯನ್ನು ಸೆರೆ ಹಿಡಿಯುವಂತೆ ಗ್ರಾಮಸ್ಥರು ಆಗ್ರಹಿಸಿದ್ದಾರೆ. xyxy=(1150,2193,1497,2310)
sidebar-s1-body xyxy=(1150,246,1497,1034)
sidebar-title-right: ಪಂಕ್ತಿ xyxy=(1322,102,1506,151)
story6-col1-p2: ನಗರದ ಜಿಲ್ಲಾಡಳಿತ ಭವನದ ಹಳೆ ಕೆ.ಡಿ.ಪಿ ಸಭಾಂಗಣದಲ್ಲಿ ಜಿಲ್ಲಾಡಳಿತ, ಜಿಲ್ಲಾ ಪಂಚಾಯತ್, ಆರೋಗ್ಯ ಮತ್ತು ಕುಟುಂಬ ಕಲ್ಯಾಣ ಇಲಾಖೆ ಸಹಯೋಗದೊಂದಿಗೆ ಲೈಂಗಿಕ ಅಪರಾಧಗಳಿಂದ ಮಕ್ಕಳ ರಕ್ಷಣೆಕುರಿತ ವೈದ್ಯಾಧಿಕಾರಿಗಳಿಗೆ, ಶುಶ್ರೂಷಣಾಧಿಕಾರಿಗಳಿಗೆ ಹಮ್ಮಿಕೊಳ್ಳಲಾಗಿದ್ದ ತರಬೇತಿ ಕಾರ್ಯಕ್ರಮವನ್ನು ಉದ್ಘಾಟಿಸಿ ಮಾತನಾಡಿದರು. xyxy=(9,2001,281,2123)
sidebar-s4-p1: ತಾಲೂಕಿನ ಚೆನ್ನಪ್ಪನಪುರ ಗ್ರಾಮದಲ್ಲಿ ಚಿರತೆ ದಾಳಿ ನಡೆಸಿ ಹಸು ಕೊಂದು ಹಾಕಿರುವ ಘಟನೆ ನಡೆದಿದೆ. xyxy=(1150,2144,1497,2179)
sidebar-title xyxy=(1139,102,1506,151)
